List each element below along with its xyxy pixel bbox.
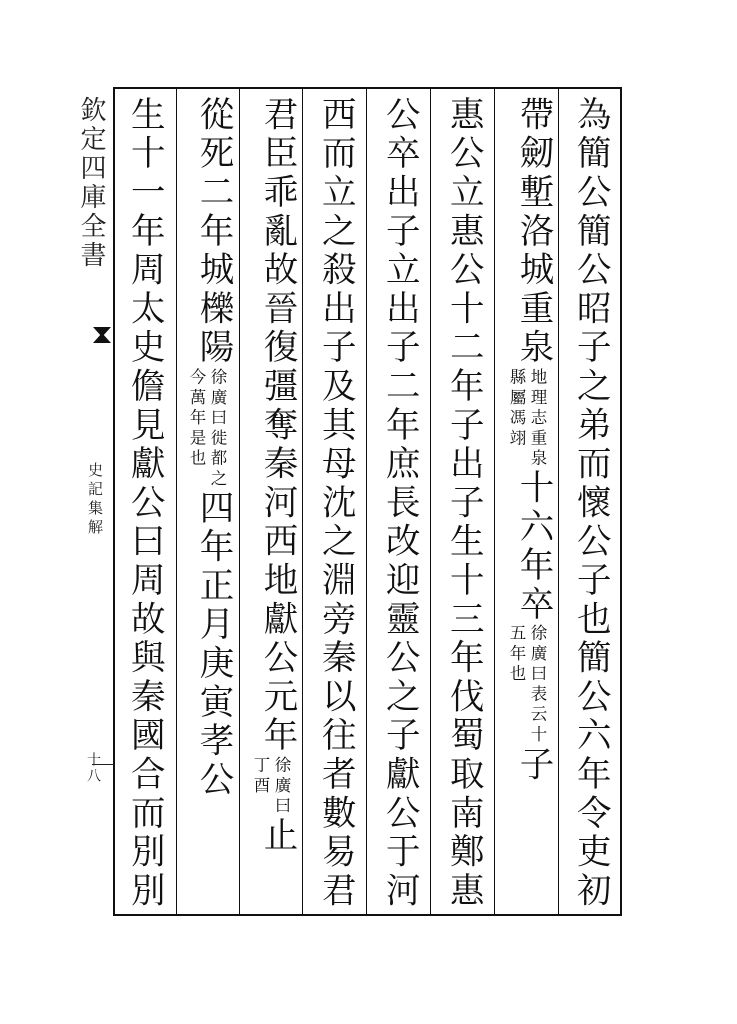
- commentary-line: 地理志重泉: [528, 367, 547, 470]
- text-column: [570, 96, 611, 911]
- column-rule: [430, 89, 431, 914]
- column-rule: [558, 89, 559, 914]
- commentary-line: 徐廣曰徙都之: [208, 367, 227, 490]
- column-rule: [176, 89, 177, 914]
- text-column: [248, 96, 297, 856]
- commentary-line: 丁酉: [251, 755, 270, 797]
- main-text: 為簡公簡公昭子之弟而懷公子也簡公六年令吏初: [570, 96, 611, 911]
- margin-chapter-title: 史記集解: [86, 462, 104, 538]
- commentary-line: 縣屬馮翊: [507, 367, 526, 449]
- commentary-note: [506, 624, 548, 746]
- main-text: 四年正月庚寅孝公: [193, 489, 233, 800]
- commentary-note: [506, 368, 548, 470]
- main-text: 從死二年城櫟陽: [193, 96, 233, 368]
- main-text: 止: [257, 816, 297, 856]
- commentary-line: 今萬年是也: [187, 367, 206, 470]
- column-rule: [302, 89, 303, 914]
- main-text: 十六年卒: [513, 469, 553, 625]
- column-rule: [239, 89, 240, 914]
- main-text: 公卒出子立出子二年庶長改迎靈公之子獻公于河: [379, 96, 420, 911]
- text-column: [443, 96, 484, 911]
- commentary-line: 徐廣曰表云十: [528, 624, 547, 747]
- text-column: [504, 96, 553, 785]
- commentary-note: [186, 368, 228, 490]
- commentary-line: 五年也: [507, 624, 526, 686]
- main-text: 帶劒塹洛城重泉: [513, 96, 553, 368]
- column-rule: [494, 89, 495, 914]
- fish-tail-mark-icon: [92, 325, 112, 345]
- margin-book-title: 欽定四庫全書: [76, 96, 106, 270]
- column-rule: [366, 89, 367, 914]
- text-column: [315, 96, 356, 911]
- text-column: [184, 96, 233, 800]
- text-column: [379, 96, 420, 911]
- commentary-line: 徐廣曰: [272, 755, 291, 817]
- main-text: 生十一年周太史儋見獻公曰周故與秦國合而別別: [124, 96, 165, 911]
- commentary-note: [250, 756, 292, 817]
- main-text: 君臣乖亂故晉復彊奪秦河西地獻公元年: [257, 96, 297, 756]
- text-column: [124, 96, 165, 911]
- main-text: 惠公立惠公十二年子出子生十三年伐蜀取南鄭惠: [443, 96, 484, 911]
- margin-page-number: 十八: [85, 752, 101, 784]
- main-text: 西而立之殺出子及其母沈之淵旁秦以往者數易君: [315, 96, 356, 911]
- main-text: 子: [513, 746, 553, 785]
